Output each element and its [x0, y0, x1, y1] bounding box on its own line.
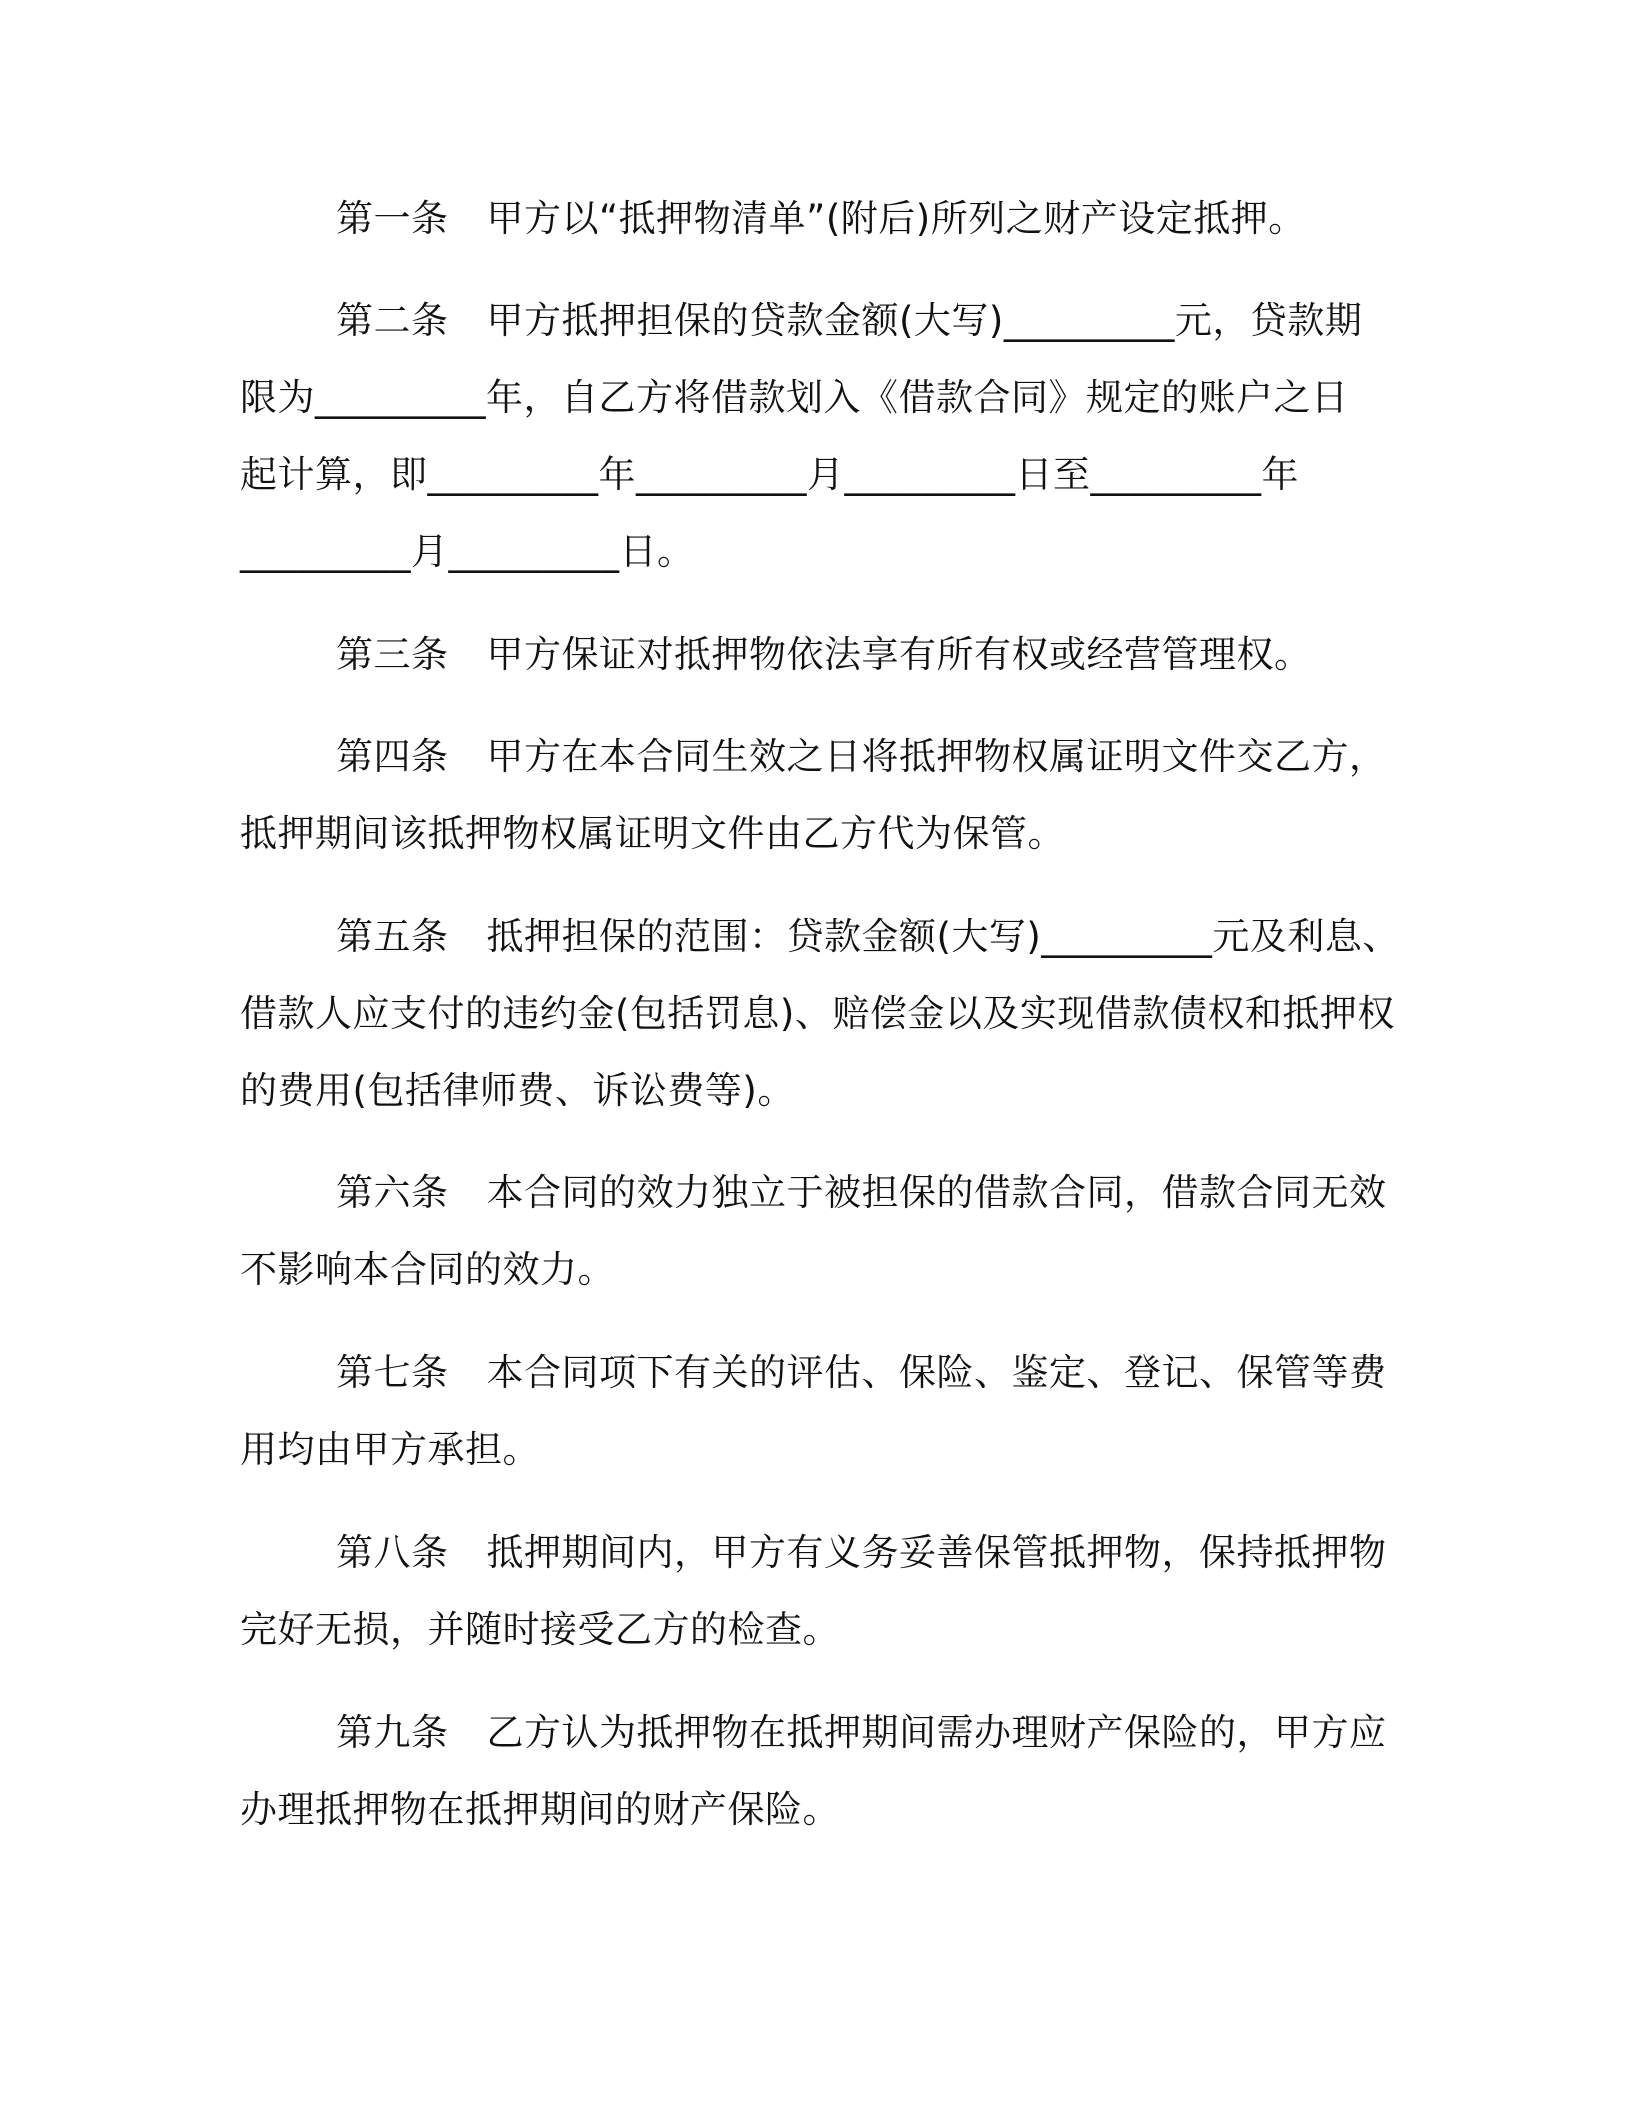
article-8: [240, 1514, 1390, 1668]
article-text: 的费用(包括律师费、诉讼费等)。: [240, 1069, 795, 1112]
article-text: 甲方在本合同生效之日将抵押物权属证明文件交乙方，: [486, 735, 1387, 778]
article-line: [240, 282, 1390, 359]
article-line: [240, 180, 1390, 257]
article-text: 甲方抵押担保的贷款金额(大写)_________元，贷款期: [486, 299, 1363, 342]
article-text: 完好无损，并随时接受乙方的检查。: [240, 1608, 840, 1651]
article-text: 甲方以“抵押物清单”(附后)所列之财产设定抵押。: [486, 197, 1306, 240]
article-text: 抵押期间内，甲方有义务妥善保管抵押物，保持抵押物: [486, 1531, 1387, 1574]
article-text: 乙方认为抵押物在抵押期间需办理财产保险的，甲方应: [486, 1711, 1387, 1754]
article-heading: 第八条: [336, 1531, 449, 1574]
article-line: [240, 1334, 1390, 1411]
article-line: [240, 1694, 1390, 1771]
article-9: [240, 1694, 1390, 1848]
article-text: 本合同项下有关的评估、保险、鉴定、登记、保管等费: [486, 1351, 1387, 1394]
article-text: 借款人应支付的违约金(包括罚息)、赔偿金以及实现借款债权和抵押权: [240, 992, 1395, 1035]
article-line: [240, 898, 1400, 975]
article-text: 起计算，即_________年_________月_________日至_________年: [240, 453, 1299, 496]
article-line: [240, 616, 1390, 693]
article-3: [240, 616, 1390, 693]
article-heading: 第七条: [336, 1351, 449, 1394]
article-2: [240, 282, 1390, 590]
article-line: [240, 1154, 1390, 1231]
article-heading: 第二条: [336, 299, 449, 342]
article-heading: 第四条: [336, 735, 449, 778]
article-text: 抵押期间该抵押物权属证明文件由乙方代为保管。: [240, 812, 1065, 855]
article-heading: 第五条: [336, 915, 449, 958]
article-text: 不影响本合同的效力。: [240, 1248, 615, 1291]
article-text: 办理抵押物在抵押期间的财产保险。: [240, 1788, 840, 1831]
article-1: [240, 180, 1390, 257]
article-heading: 第九条: [336, 1711, 449, 1754]
article-line: [240, 718, 1390, 795]
article-text: 限为_________年，自乙方将借款划入《借款合同》规定的账户之日: [240, 376, 1349, 419]
article-6: [240, 1154, 1390, 1308]
article-text: 甲方保证对抵押物依法享有所有权或经营管理权。: [486, 633, 1312, 676]
article-7: [240, 1334, 1390, 1488]
article-text: 抵押担保的范围：贷款金额(大写)_________元及利息、: [486, 915, 1400, 958]
article-heading: 第六条: [336, 1171, 449, 1214]
article-text: 本合同的效力独立于被担保的借款合同，借款合同无效: [486, 1171, 1387, 1214]
article-4: [240, 718, 1390, 872]
article-line: [240, 1514, 1390, 1591]
article-heading: 第一条: [336, 197, 449, 240]
article-heading: 第三条: [336, 633, 449, 676]
article-5: [240, 898, 1400, 1129]
article-text: 用均由甲方承担。: [240, 1428, 540, 1471]
article-text: _________月_________日。: [240, 530, 695, 573]
